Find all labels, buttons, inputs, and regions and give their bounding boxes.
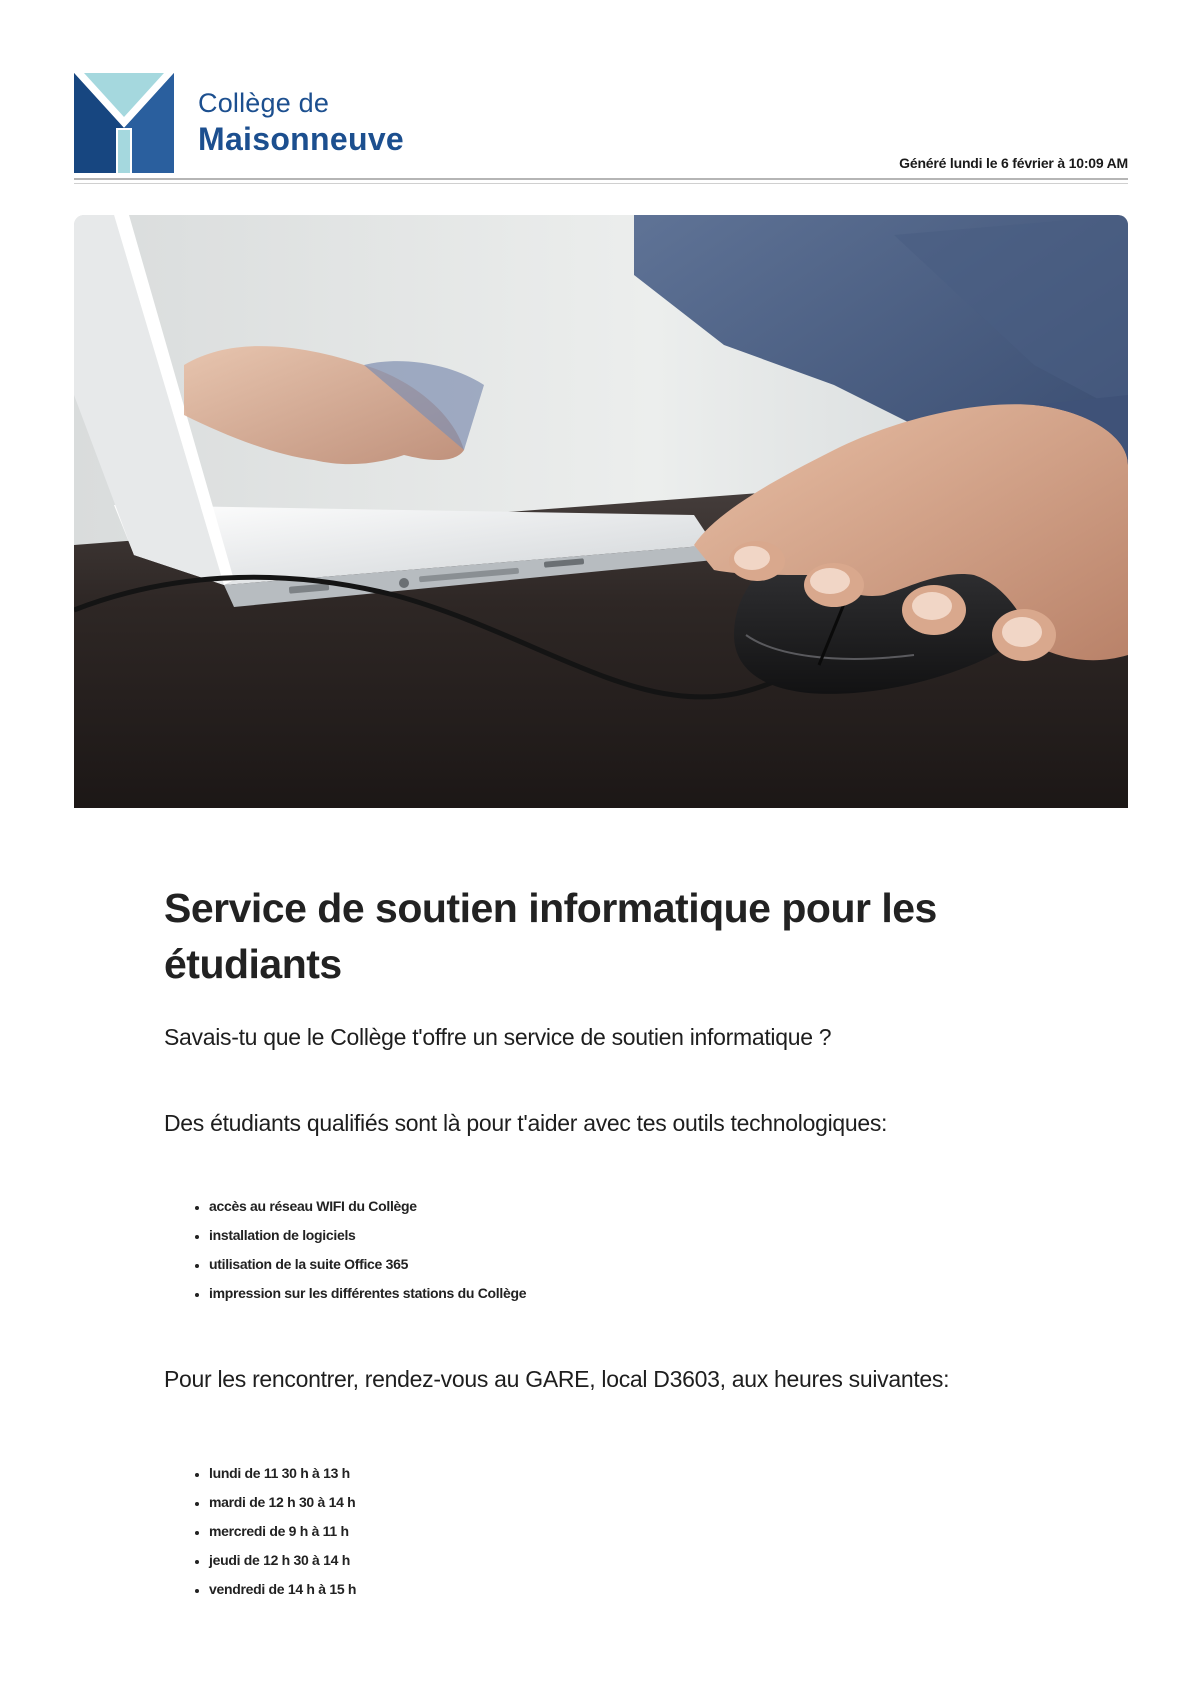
list-item: • lundi de 11 30 h à 13 h: [209, 1459, 1064, 1488]
location-heading: Pour les rencontrer, rendez-vous au GARE, local D3603, aux heures suivantes:: [164, 1366, 950, 1392]
hero-photo: [74, 215, 1128, 808]
hours-list: [164, 1459, 1064, 1604]
hand-mouse-laptop-icon: [74, 215, 1128, 808]
college-logo-icon: [74, 73, 174, 173]
list-item: • mardi de 12 h 30 à 14 h: [209, 1488, 1064, 1517]
logo-line-1: Collège de: [198, 88, 330, 118]
list-item: • installation de logiciels: [209, 1221, 1064, 1250]
college-logo-text: [198, 90, 404, 155]
header-divider-thin: [74, 183, 1128, 184]
list-item: • jeudi de 12 h 30 à 14 h: [209, 1546, 1064, 1575]
list-item: • utilisation de la suite Office 365: [209, 1250, 1064, 1279]
list-item: • mercredi de 9 h à 11 h: [209, 1517, 1064, 1546]
list-item: • accès au réseau WIFI du Collège: [209, 1192, 1064, 1221]
article: [164, 880, 1064, 1604]
header-divider: [74, 178, 1128, 180]
list-item: • impression sur les différentes stations du Collège: [209, 1279, 1064, 1308]
list-item: • vendredi de 14 h à 15 h: [209, 1575, 1064, 1604]
services-list: [164, 1192, 1064, 1308]
logo-line-2: Maisonneuve: [198, 121, 405, 157]
generated-timestamp: Généré lundi le 6 février à 10:09 AM: [899, 155, 1128, 171]
services-heading: Des étudiants qualifiés sont là pour t'aider avec tes outils technologiques:: [164, 1110, 888, 1136]
page-title: Service de soutien informatique pour les étudiants: [164, 885, 937, 987]
intro-text: Savais-tu que le Collège t'offre un service de soutien informatique ?: [164, 1024, 832, 1050]
